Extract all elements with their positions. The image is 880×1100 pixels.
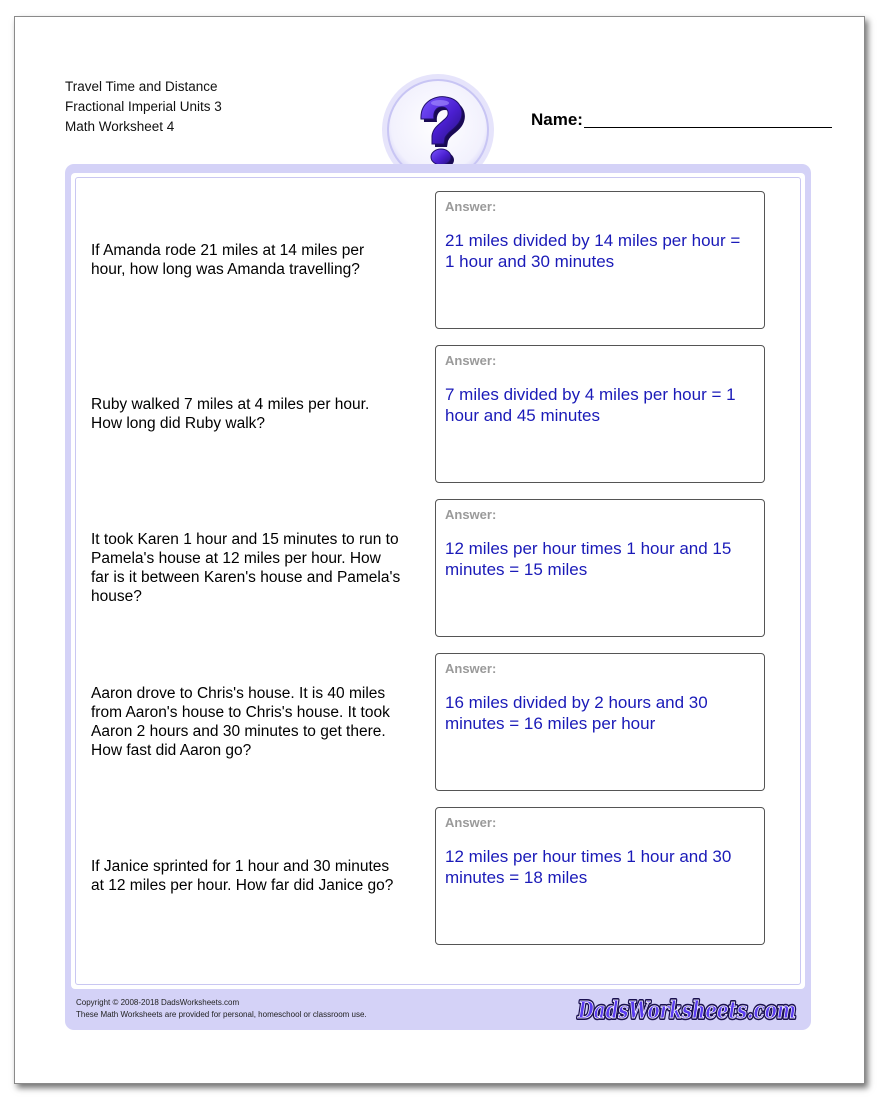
answer-box-5 [435,807,765,945]
title-line-3: Math Worksheet 4 [65,119,175,134]
title-line-2: Fractional Imperial Units 3 [65,99,222,114]
question-3: It took Karen 1 hour and 15 minutes to run to Pamela's house at 12 miles per hour. How far is it between Karen's house and Pamela's house? [91,531,401,605]
answer-box-2 [435,345,765,483]
answer-label: Answer: [445,661,497,676]
answer-text: 12 miles per hour times 1 hour and 30 minutes = 18 miles [445,847,732,887]
worksheet-title [65,77,222,137]
question-4: Aaron drove to Chris's house. It is 40 miles from Aaron's house to Chris's house. It took Aaron 2 hours and 30 minutes to get there. How fast did Aaron go? [91,685,390,759]
brand-outline: DadsWorksheets.com [577,997,796,1024]
answer-box-4 [435,653,765,791]
question-5: If Janice sprinted for 1 hour and 30 minutes at 12 miles per hour. How far did Janice go? [91,858,394,894]
usage-note: These Math Worksheets are provided for personal, homeschool or classroom use. [76,1010,367,1019]
answer-label: Answer: [445,507,497,522]
footer-text [76,997,367,1021]
problems-panel [71,173,805,989]
answer-box-1 [435,191,765,329]
answer-text: 21 miles divided by 14 miles per hour = 1 hour and 30 minutes [445,231,741,271]
answer-label: Answer: [445,353,497,368]
answer-text: 16 miles divided by 2 hours and 30 minutes = 16 miles per hour [445,693,708,733]
problems-frame [65,164,811,1030]
name-field-line[interactable] [584,127,832,128]
answer-text: 7 miles divided by 4 miles per hour = 1 hour and 45 minutes [445,385,736,425]
answer-box-3 [435,499,765,637]
dadsworksheets-logo[interactable] [575,991,800,1027]
question-2: Ruby walked 7 miles at 4 miles per hour. How long did Ruby walk? [91,396,370,432]
answer-text: 12 miles per hour times 1 hour and 15 minutes = 15 miles [445,539,732,579]
name-label: Name: [531,110,583,129]
copyright-text: Copyright © 2008-2018 DadsWorksheets.com [76,998,240,1007]
title-line-1: Travel Time and Distance [65,79,218,94]
question-1: If Amanda rode 21 miles at 14 miles per hour, how long was Amanda travelling? [91,242,365,278]
worksheet-page [14,16,865,1084]
answer-label: Answer: [445,199,497,214]
answer-label: Answer: [445,815,497,830]
brand-text: DadsWorksheets.com [577,997,796,1024]
